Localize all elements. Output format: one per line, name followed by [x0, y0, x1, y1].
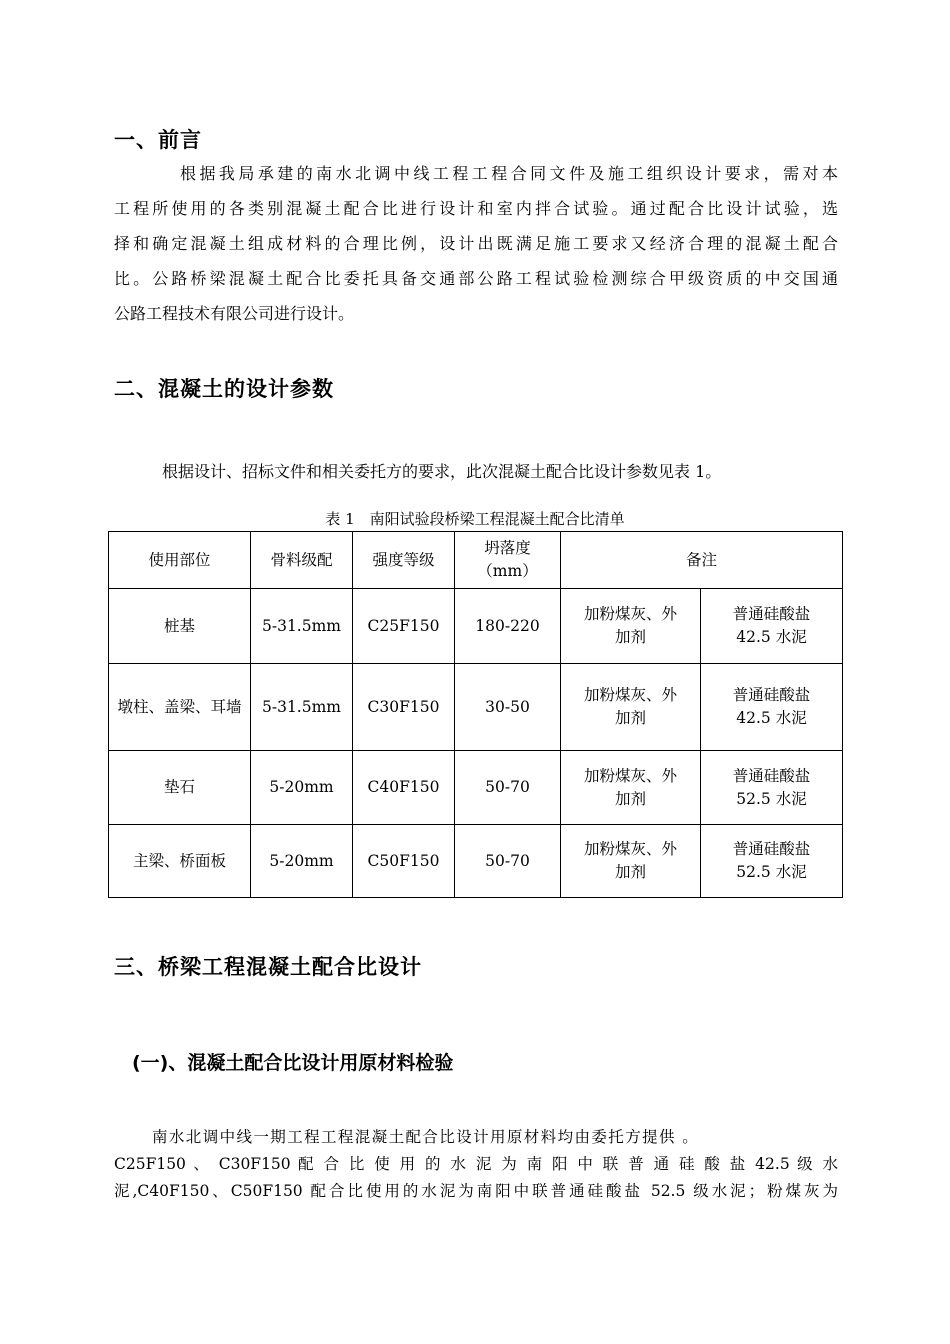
cell-line: 普通硅酸盐 — [732, 686, 811, 704]
paragraph-line: 比。公路桥梁混凝土配合比委托具备交通部公路工程试验检测综合甲级资质的中交国通 — [114, 269, 838, 288]
cell-line: 加剂 — [614, 789, 646, 808]
foreword-paragraph — [114, 156, 838, 331]
cell-slump: 50-70 — [455, 825, 561, 898]
cell-cement — [701, 664, 843, 751]
cell-line: 加剂 — [614, 709, 646, 727]
raw-materials-paragraph — [114, 1124, 838, 1205]
section-heading-design-parameters: 二、混凝土的设计参数 — [114, 377, 334, 401]
header-slump-label: 坍落度 — [484, 539, 531, 557]
paragraph-line: 根据我局承建的南水北调中线工程工程合同文件及施工组织设计要求，需对本 — [180, 164, 838, 183]
header-grading: 骨料级配 — [251, 532, 353, 589]
cell-line: 加粉煤灰、外 — [583, 686, 677, 704]
cell-line: 加剂 — [614, 628, 646, 646]
cell-cement — [701, 751, 843, 825]
cell-slump: 180-220 — [455, 589, 561, 664]
header-slump-unit: （mm） — [477, 562, 538, 580]
cell-grading: 5-31.5mm — [251, 664, 353, 751]
cell-part: 桩基 — [109, 589, 251, 664]
paragraph-line: C25F150 、 C30F150 配 合 比 使 用 的 水 泥 为 南 阳 中 联 普 通 硅 酸 盐 42.5 级 水 — [114, 1155, 838, 1173]
table-row — [109, 751, 843, 825]
table-row — [109, 825, 843, 898]
cell-line: 加粉煤灰、外 — [583, 605, 677, 623]
cell-grading: 5-20mm — [251, 825, 353, 898]
section-heading-bridge-mix-design: 三、桥梁工程混凝土配合比设计 — [114, 955, 422, 979]
design-parameters-paragraph: 根据设计、招标文件和相关委托方的要求，此次混凝土配合比设计参数见表 1。 — [162, 462, 722, 481]
paragraph-line: 南水北调中线一期工程工程混凝土配合比设计用原材料均由委托方提供 。 — [152, 1128, 700, 1146]
paragraph-line: 工程所使用的各类别混凝土配合比进行设计和室内拌合试验。通过配合比设计试验，选 — [114, 199, 838, 218]
header-remarks: 备注 — [561, 532, 843, 589]
table-row — [109, 589, 843, 664]
cell-line: 42.5 水泥 — [736, 628, 807, 646]
cell-line: 52.5 水泥 — [736, 863, 807, 881]
cell-cement — [701, 589, 843, 664]
cell-admixture — [561, 589, 701, 664]
cell-line: 42.5 水泥 — [736, 709, 807, 727]
cell-line: 普通硅酸盐 — [732, 766, 811, 785]
cell-admixture — [561, 825, 701, 898]
cell-grading: 5-20mm — [251, 751, 353, 825]
cell-admixture — [561, 664, 701, 751]
cell-line: 普通硅酸盐 — [732, 605, 811, 623]
cell-part: 墩柱、盖梁、耳墙 — [109, 664, 251, 751]
mix-ratio-table — [108, 531, 843, 898]
cell-grade: C50F150 — [353, 825, 455, 898]
paragraph-line: 泥,C40F150、C50F150 配合比使用的水泥为南阳中联普通硅酸盐 52.5 级水泥；粉煤灰为 — [114, 1182, 838, 1200]
cell-line: 普通硅酸盐 — [732, 840, 811, 858]
paragraph-line: 择和确定混凝土组成材料的合理比例，设计出既满足施工要求又经济合理的混凝土配合 — [114, 234, 838, 253]
cell-line: 加粉煤灰、外 — [583, 766, 677, 785]
section-heading-foreword: 一、前言 — [114, 128, 202, 152]
cell-cement — [701, 825, 843, 898]
cell-line: 52.5 水泥 — [736, 789, 807, 808]
cell-grading: 5-31.5mm — [251, 589, 353, 664]
paragraph-line: 公路工程技术有限公司进行设计。 — [114, 304, 355, 323]
header-grade: 强度等级 — [353, 532, 455, 589]
header-part: 使用部位 — [109, 532, 251, 589]
cell-grade: C25F150 — [353, 589, 455, 664]
cell-admixture — [561, 751, 701, 825]
cell-part: 垫石 — [109, 751, 251, 825]
subsection-heading-raw-materials: (一)、混凝土配合比设计用原材料检验 — [132, 1052, 454, 1074]
table-header-row — [109, 532, 843, 589]
header-slump — [455, 532, 561, 589]
cell-slump: 30-50 — [455, 664, 561, 751]
cell-line: 加剂 — [614, 863, 646, 881]
cell-grade: C30F150 — [353, 664, 455, 751]
table-caption: 表 1 南阳试验段桥梁工程混凝土配合比清单 — [325, 510, 625, 528]
cell-grade: C40F150 — [353, 751, 455, 825]
cell-slump: 50-70 — [455, 751, 561, 825]
table-row — [109, 664, 843, 751]
cell-line: 加粉煤灰、外 — [583, 840, 677, 858]
cell-part: 主梁、桥面板 — [109, 825, 251, 898]
